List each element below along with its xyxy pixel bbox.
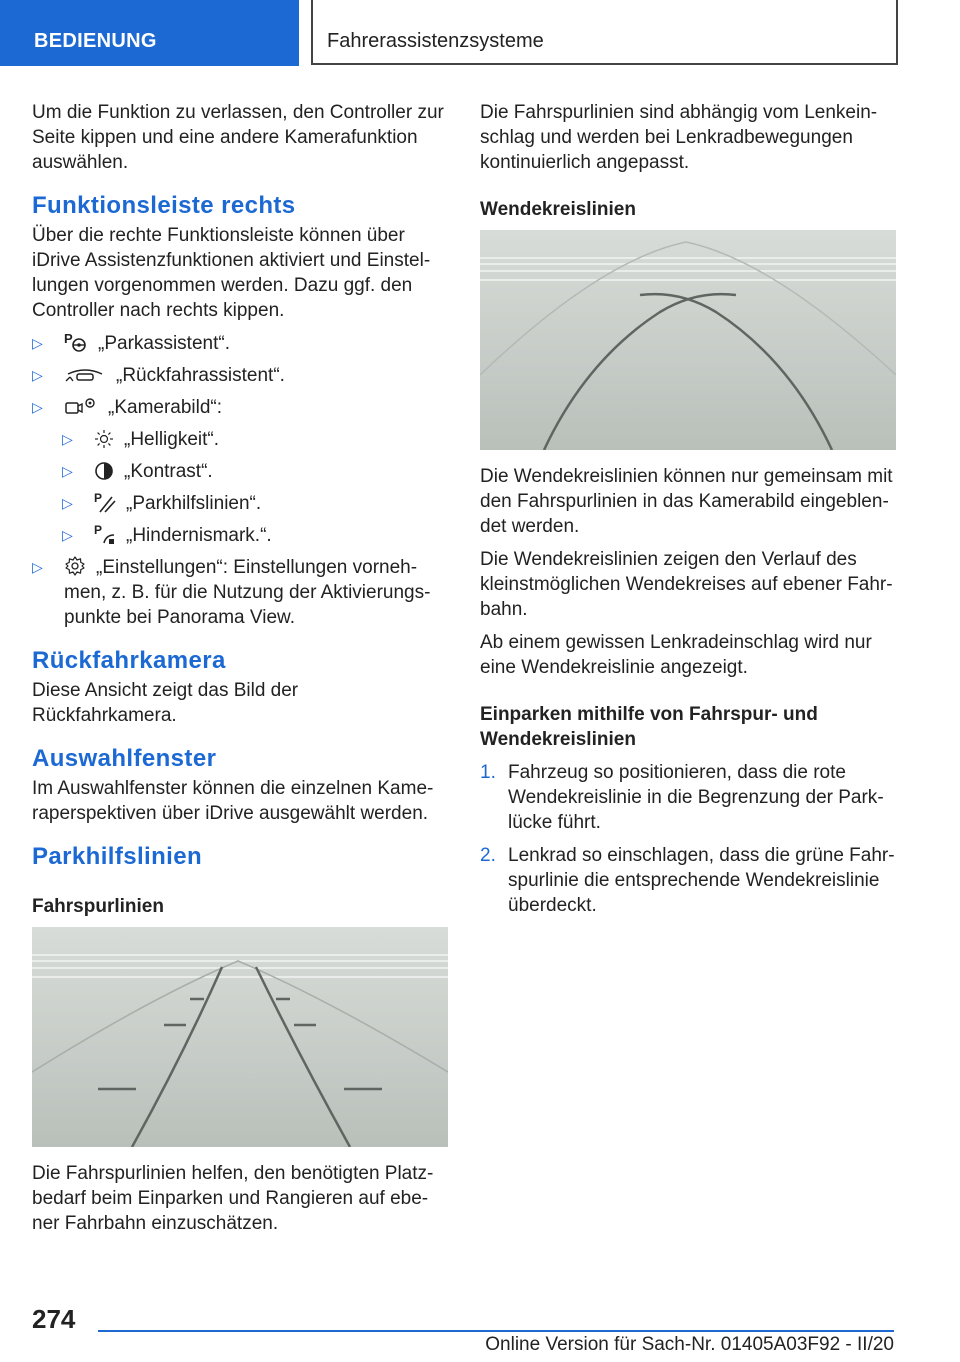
- camera-settings-icon: [64, 395, 98, 417]
- function-list: [32, 331, 448, 630]
- reversing-assistant-icon: [64, 365, 106, 385]
- heading-auswahlfenster: Auswahlfenster: [32, 745, 217, 772]
- svg-text:P: P: [94, 523, 103, 537]
- list-item: [32, 363, 448, 388]
- left-column: [32, 100, 448, 1244]
- turning-circle-figure: [480, 230, 896, 450]
- list-marker-icon: ▷: [62, 431, 73, 447]
- heading-wendekreislinien: Wendekreislinien: [480, 199, 636, 220]
- paragraph-wendekreis-3: Ab einem gewissen Lenkradeinschlag wird nur eine Wendekreislinie angezeigt.: [480, 632, 872, 678]
- contrast-icon: [94, 461, 114, 481]
- section-label: BEDIENUNG: [34, 30, 157, 52]
- footer-divider: [98, 1330, 894, 1332]
- section-tab: [0, 0, 299, 66]
- list-item-label: „Helligkeit“.: [124, 429, 220, 450]
- list-marker-icon: ▷: [32, 335, 43, 351]
- page-header: [0, 0, 960, 66]
- list-item: [32, 331, 448, 356]
- list-item-label: „Rückfahrassistent“.: [116, 365, 285, 386]
- list-item: [32, 459, 448, 484]
- list-marker-icon: ▷: [32, 559, 43, 575]
- lane-lines-figure: [32, 927, 448, 1147]
- paragraph-rueckfahrkamera: Diese Ansicht zeigt das Bild der Rückfahrkamera.: [32, 680, 299, 726]
- heading-parkhilfslinien: Parkhilfslinien: [32, 843, 203, 870]
- step-list: [480, 760, 896, 918]
- paragraph-lenkeinschlag: Die Fahrspurlinien sind abhängig vom Lenkeinschlag und werden bei Lenkradbewegungen kontinuierlich angepasst.: [480, 102, 878, 173]
- svg-text:P: P: [64, 331, 73, 346]
- list-item: [32, 523, 448, 548]
- list-marker-icon: ▷: [32, 399, 43, 415]
- footer-text: Online Version für Sach-Nr. 01405A03F92 - II/20: [485, 1334, 894, 1355]
- heading-funktionsleiste: Funktionsleiste rechts: [32, 192, 296, 219]
- step-number: 1.: [480, 762, 496, 783]
- list-item-label: „Einstellungen“: Einstellungen vornehmen, z. B. für die Nutzung der Aktivierungspunkte bei Panorama View.: [64, 557, 431, 628]
- intro-paragraph: Um die Funktion zu verlassen, den Controller zur Seite kippen und eine andere Kamerafunktion auswählen.: [32, 102, 444, 173]
- page-footer: [0, 1290, 960, 1362]
- list-item-label: „Kamerabild“:: [108, 397, 223, 418]
- list-item-label: „Hindernismark.“.: [126, 525, 272, 546]
- list-marker-icon: ▷: [62, 527, 73, 543]
- list-marker-icon: ▷: [32, 367, 43, 383]
- svg-text:P: P: [94, 491, 103, 505]
- chapter-box: [311, 0, 898, 65]
- step-number: 2.: [480, 845, 496, 866]
- list-item: [480, 843, 896, 918]
- heading-fahrspurlinien: Fahrspurlinien: [32, 896, 164, 917]
- step-text: Fahrzeug so positionieren, dass die rote Wendekreislinie in die Begrenzung der Parklücke führt.: [508, 762, 884, 833]
- list-marker-icon: ▷: [62, 495, 73, 511]
- right-column: [480, 100, 896, 926]
- parking-assistant-icon: [64, 331, 88, 353]
- list-item-label: „Kontrast“.: [124, 461, 213, 482]
- heading-rueckfahrkamera: Rückfahrkamera: [32, 647, 226, 674]
- heading-einparken: Einparken mithilfe von Fahrspur- und Wendekreislinien: [480, 704, 818, 750]
- paragraph-wendekreis-2: Die Wendekreislinien zeigen den Verlauf des kleinstmöglichen Wendekreises auf ebener Fahrbahn.: [480, 549, 893, 620]
- chapter-label: Fahrerassistenzsysteme: [327, 30, 544, 52]
- obstacle-marking-icon: [94, 523, 116, 545]
- paragraph-funktionsleiste: Über die rechte Funktionsleiste können über iDrive Assistenzfunktionen aktiviert und Einstellungen vorgenommen werden. Dazu ggf. den Controller nach rechts kippen.: [32, 225, 431, 321]
- paragraph-wendekreis-1: Die Wendekreislinien können nur gemeinsam mit den Fahrspurlinien in das Kamerabild eingeblendet werden.: [480, 466, 893, 537]
- paragraph-fahrspurlinien: Die Fahrspurlinien helfen, den benötigten Platzbedarf beim Einparken und Rangieren auf ebener Fahrbahn einzuschätzen.: [32, 1163, 434, 1234]
- list-item: [480, 760, 896, 835]
- page-number: 274: [32, 1304, 76, 1334]
- list-item-label: „Parkassistent“.: [98, 333, 230, 354]
- settings-gear-icon: [64, 555, 86, 577]
- parking-guide-lines-icon: [94, 491, 116, 513]
- list-item: [32, 427, 448, 452]
- paragraph-auswahlfenster: Im Auswahlfenster können die einzelnen Kameraperspektiven über iDrive ausgewählt werden.: [32, 778, 434, 824]
- list-item: [32, 395, 448, 420]
- list-item-label: „Parkhilfslinien“.: [126, 493, 262, 514]
- brightness-icon: [94, 429, 114, 449]
- list-marker-icon: ▷: [62, 463, 73, 479]
- step-text: Lenkrad so einschlagen, dass die grüne Fahrspurlinie die entsprechende Wendekreislinie überdeckt.: [508, 845, 895, 916]
- list-item: [32, 555, 448, 630]
- list-item: [32, 491, 448, 516]
